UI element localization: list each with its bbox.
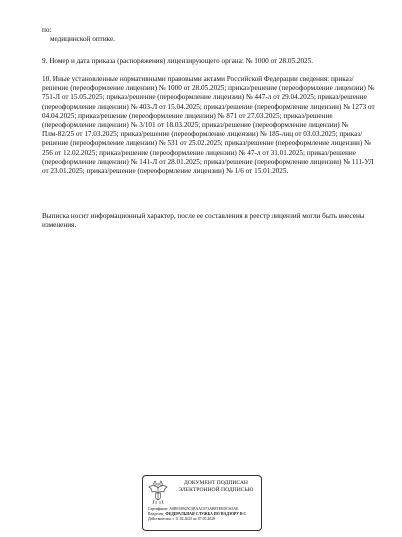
stamp-validity: [148, 517, 260, 522]
stamp-title-line-2: ЭЛЕКТРОННОЙ ПОДПИСЬЮ: [178, 487, 254, 493]
informational-note: Выписка носит информационный характер, после ее составления в реестр лицензий могли быть внесены изменения.: [42, 212, 365, 230]
stamp-title: [173, 480, 259, 494]
owner-value: ФЕДЕРАЛЬНАЯ СЛУЖБА ПО НАДЗОРУ В С: [165, 512, 247, 517]
valid-label: Действителен:: [148, 517, 172, 522]
electronic-signature-stamp: [142, 475, 262, 531]
item-9-order-number: 9. Номер и дата приказа (распоряжения) лицензирующего органа: № 1000 от 28.05.2025.: [42, 57, 314, 65]
stamp-details: [148, 507, 260, 523]
fragment-line-2: медицинской оптике.: [50, 35, 115, 44]
double-headed-eagle-emblem-icon: [147, 480, 169, 506]
fragment-top: [42, 26, 380, 44]
owner-label: Владелец:: [148, 512, 165, 517]
item-10-other-info: 10. Иные установленные нормативными правовыми актами Российской Федерации сведения: приказ/решение (переоформление лицензии) № 1000 от 28.05.2025; приказ/решение (переоформление лицензии) № 751-Л от 15.05.2025; приказ/решение (переоформление лицензии) № 447-л от 29.04.2025; приказ/решение (переоформление лицензии) № 403-Л от 15.04.2025; приказ/решение (переоформление лицензии) № 1273 от 04.04.2025; приказ/решение (переоформление лицензии) № 871 от 27.03.2025; приказ/решение (переоформление лицензии) № 3/101 от 18.03.2025; приказ/решение (переоформление лицензии) № Плм-82/25 от 17.03.2025; приказ/решение (переоформление лицензии) № 185-лиц от 03.03.2025; приказ/решение (переоформление лицензии) № 531 от 25.02.2025; приказ/решение (переоформление лицензии) № 256 от 12.02.2025; приказ/решение (переоформление лицензии) № 47-л от 31.01.2025; приказ/решение (переоформление лицензии) № 141-Л от 28.01.2025; приказ/решение (переоформление лицензии) № 111-УЛ от 23.01.2025; приказ/решение (переоформление лицензии) № 1/6 от 15.01.2025.: [42, 75, 375, 176]
stamp-title-line-1: ДОКУМЕНТ ПОДПИСАН: [184, 480, 248, 486]
fragment-line-1: по:: [42, 26, 52, 34]
certificate-value: A0B91B925C5BAAC673AB8TEEDC6OAE: [169, 507, 239, 511]
valid-value: с 11.02.2025 по 07.05.2026: [172, 517, 215, 522]
certificate-label: Сертификат:: [148, 507, 169, 511]
